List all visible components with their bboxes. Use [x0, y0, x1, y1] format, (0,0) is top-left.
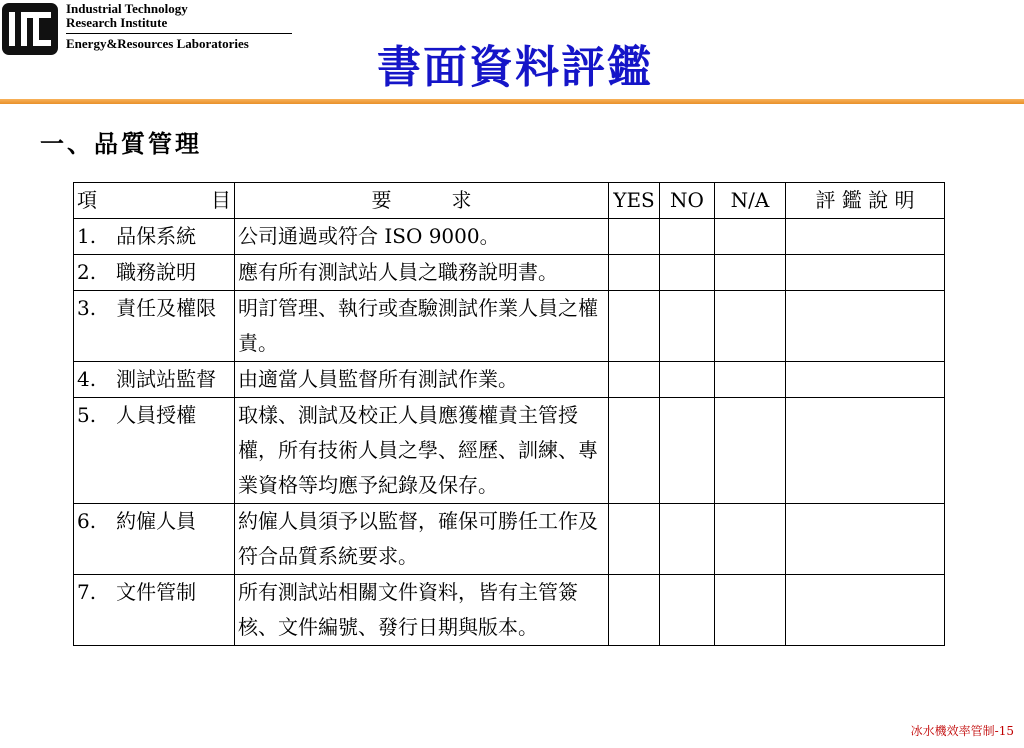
table-row [74, 255, 945, 291]
row-item: 7. 文件管制 [74, 575, 235, 646]
header-remark: 評 鑑 說 明 [786, 183, 945, 219]
no-cell[interactable] [660, 398, 715, 504]
row-requirement: 公司通過或符合 ISO 9000。 [235, 219, 609, 255]
no-cell[interactable] [660, 291, 715, 362]
row-requirement: 應有所有測試站人員之職務說明書。 [235, 255, 609, 291]
row-item: 3. 責任及權限 [74, 291, 235, 362]
table-header-row [74, 183, 945, 219]
section-heading: 一、品質管理 [40, 129, 202, 158]
row-item: 6. 約僱人員 [74, 504, 235, 575]
yes-cell[interactable] [609, 255, 660, 291]
table-row [74, 504, 945, 575]
header-na: N/A [715, 183, 786, 219]
na-cell[interactable] [715, 504, 786, 575]
row-requirement: 取樣、測試及校正人員應獲權責主管授權，所有技術人員之學、經歷、訓練、專業資格等均應予紀錄及保存。 [235, 398, 609, 504]
page-number: 冰水機效率管制-15 [910, 724, 1014, 738]
header-yes: YES [609, 183, 660, 219]
remark-cell[interactable] [786, 504, 945, 575]
yes-cell[interactable] [609, 398, 660, 504]
no-cell[interactable] [660, 255, 715, 291]
org-divider [66, 33, 292, 34]
org-name-line2: Research Institute [66, 15, 168, 30]
yes-cell[interactable] [609, 291, 660, 362]
na-cell[interactable] [715, 362, 786, 398]
table-row [74, 575, 945, 646]
no-cell[interactable] [660, 362, 715, 398]
itri-logo-icon [2, 3, 58, 55]
yes-cell[interactable] [609, 219, 660, 255]
table-row [74, 219, 945, 255]
header-no: NO [660, 183, 715, 219]
remark-cell[interactable] [786, 291, 945, 362]
no-cell[interactable] [660, 219, 715, 255]
row-item: 4. 測試站監督 [74, 362, 235, 398]
no-cell[interactable] [660, 575, 715, 646]
row-item: 2. 職務說明 [74, 255, 235, 291]
row-requirement: 約僱人員須予以監督，確保可勝任工作及符合品質系統要求。 [235, 504, 609, 575]
header-requirement: 要 求 [235, 183, 609, 219]
no-cell[interactable] [660, 504, 715, 575]
remark-cell[interactable] [786, 575, 945, 646]
na-cell[interactable] [715, 255, 786, 291]
yes-cell[interactable] [609, 504, 660, 575]
na-cell[interactable] [715, 219, 786, 255]
evaluation-table [73, 182, 945, 646]
yes-cell[interactable] [609, 575, 660, 646]
org-name-line1: Industrial Technology [66, 1, 188, 16]
row-item: 5. 人員授權 [74, 398, 235, 504]
na-cell[interactable] [715, 575, 786, 646]
page-title: 書面資料評鑑 [377, 42, 653, 93]
table-row [74, 362, 945, 398]
itri-logo [2, 3, 58, 55]
na-cell[interactable] [715, 291, 786, 362]
remark-cell[interactable] [786, 362, 945, 398]
row-requirement: 由適當人員監督所有測試作業。 [235, 362, 609, 398]
organization-block [66, 2, 292, 51]
org-lab-name: Energy&Resources Laboratories [66, 36, 249, 51]
table-row [74, 398, 945, 504]
header-item: 項 目 [74, 183, 235, 219]
remark-cell[interactable] [786, 398, 945, 504]
header-divider [0, 99, 1024, 104]
remark-cell[interactable] [786, 219, 945, 255]
row-requirement: 所有測試站相關文件資料，皆有主管簽核、文件編號、發行日期與版本。 [235, 575, 609, 646]
row-item: 1. 品保系統 [74, 219, 235, 255]
na-cell[interactable] [715, 398, 786, 504]
yes-cell[interactable] [609, 362, 660, 398]
row-requirement: 明訂管理、執行或查驗測試作業人員之權責。 [235, 291, 609, 362]
remark-cell[interactable] [786, 255, 945, 291]
table-row [74, 291, 945, 362]
